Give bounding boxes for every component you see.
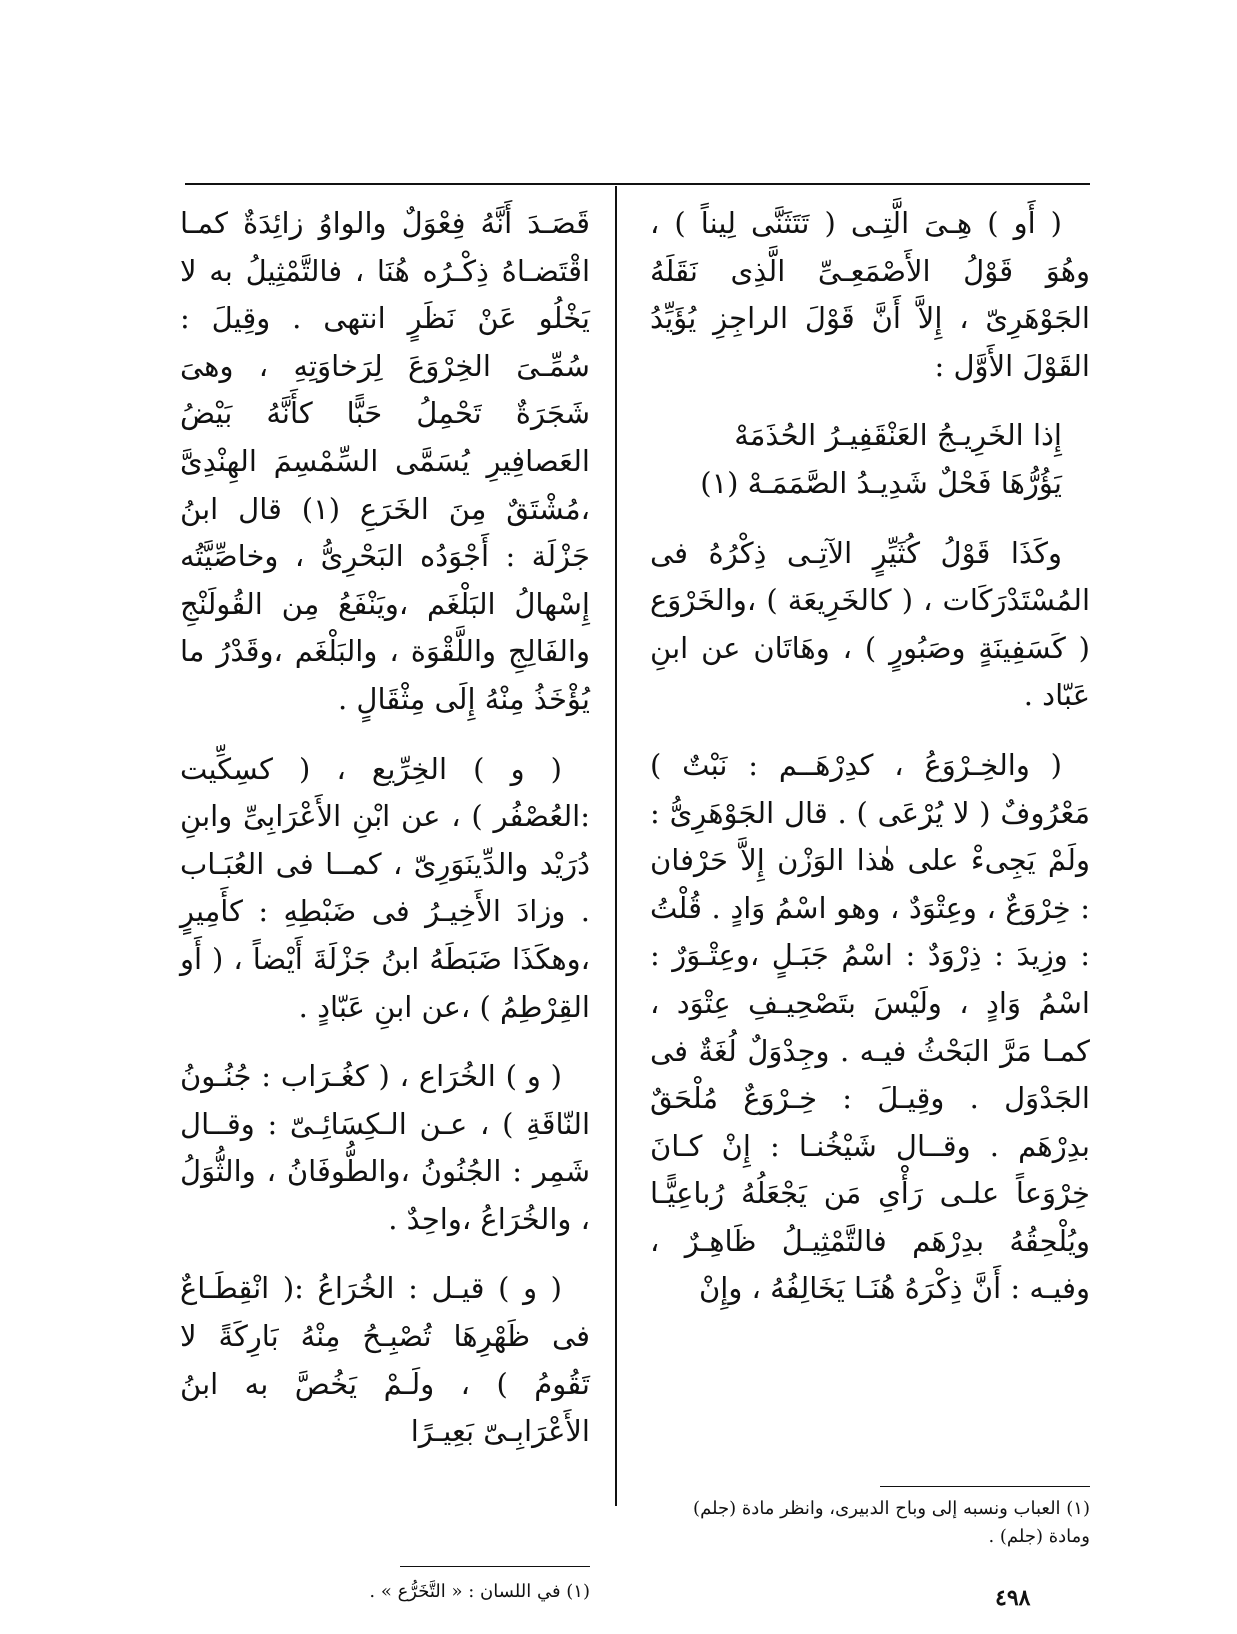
verse-line: إِذا الخَرِيـجُ العَنْقَفِيـرُ الحُذَمَهْ: [734, 418, 1062, 453]
left-column: [180, 200, 590, 1456]
top-rule: [185, 183, 1090, 185]
verse-line: يَؤُرُّهَا فَحْلٌ شَدِيـدُ الصَّمَمَـهْ (١): [700, 465, 1062, 500]
paragraph: ( و ) قيـل : الخُرَاعُ :( انْقِطَـاعٌ فى ظَهْرِهَا تُصْبِـحُ مِنْهُ بَارِكَةً لا تَقُومُ ) ، ولَـمْ يَخُصَّ به ابنُ الأَعْرَابِـىّ بَعِيـرًا: [180, 1271, 590, 1449]
paragraph: ( والخِـرْوَعُ ، كدِرْهَــم : نَبْتٌ ) مَعْرُوفٌ ( لا يُرْعَى ) . قال الجَوْهَرِىُّ : ولَمْ يَجِىءْ على هٰذا الوَزْن إِلاَّ حَرْفان : خِرْوَعٌ ، وعِتْوَدٌ ، وهو اسْمُ وَادٍ . قُلْتُ : وزِيدَ : ذِرْوَدٌ : اسْمُ جَبَـلٍ ،وعِتْـوَرٌ : اسْمُ وَادٍ ، ولَيْسَ بتَصْحِيـفِ عِتْوَد ، كمـا مَرَّ البَحْثُ فيـه . وجِدْوَلٌ لُغَةٌ فى الجَدْوَل . وقِيـلَ : خِـرْوَعٌ مُلْحَقٌ بدِرْهَم . وقــال شَيْخُنـا : إِنْ كـانَ خِرْوَعاً علـى رَأْىِ مَن يَجْعَلُهُ رُباعِيًّـا ويُلْحِقُهُ بدِرْهَم فالتَّمْثِيـلُ ظَاهِـرٌ ، وفيـه : أَنَّ ذِكْرَهُ هُنَـا يَخَالِفُهُ ، وإِنْ: [650, 747, 1090, 1306]
footnote-rule: [400, 1566, 590, 1567]
paragraph: وكَذَا قَوْلُ كُثَيِّرٍ الآتِـى ذِكْرُهُ فى المُسْتَدْرَكَات ، ( كالخَرِيعَة ) ،والخَرْوَع ( كَسَفِينَةٍ وصَبُورٍ ) ، وهَاتَان عن ابنِ عَبّاد .: [650, 535, 1090, 713]
paragraph: ( و ) الخُرَاع ، ( كغُـرَاب : جُنُـونُ النّاقَةِ ) ، عـن الـكِسَائِـىّ : وقــال شَمِر : الجُنُونُ ،والطُّوفَانُ ، والثُّوَلُ ، والخُرَاعُ ،واحِدٌ .: [180, 1059, 590, 1236]
column-divider: [615, 186, 617, 1506]
page-number: ٤٩٨: [995, 1585, 1031, 1611]
paragraph: ( و ) الخِرِّيع ، ( كسِكِّيت :العُصْفُر ) ، عن ابْنِ الأَعْرَابِىِّ وابنِ دُرَيْد والدِّينَوَرِىّ ، كمــا فى العُبَـاب . وزادَ الأَخِيـرُ فى ضَبْطِهِ : كأَمِيرٍ ،وهكَذَا ضَبَطَهُ ابنُ جَزْلَةَ أَيْضاً ، ( أَو القِرْطِمُ ) ،عن ابنِ عَبّادٍ .: [180, 751, 590, 1024]
footnote: (١) في اللسان : « التَّخَرُّع » .: [369, 1581, 590, 1602]
paragraph: ( أَو ) هِـىَ الَّتِـى ( تَتَثَنَّى لِيناً ) ، وهُوَ قَوْلُ الأَصْمَعِـىِّ الَّذِى نَقَلَهُ الجَوْهَرِىّ ، إِلاَّ أَنَّ قَوْلَ الراجِزِ يُؤَيِّدُ القَوْلَ الأَوَّل :: [650, 206, 1090, 383]
footnote: (١) العباب ونسبه إلى وباح الدبيرى، وانظر مادة (جلم) ومادة (جلم) .: [693, 1498, 1090, 1547]
right-column: [650, 200, 1090, 1313]
paragraph: قَصَـدَ أَنَّهُ فِعْوَلٌ والواوُ زائِدَةٌ كمـا اقْتَضـاهُ ذِكْـرُه هُنَا ، فالتَّمْثِيلُ به لا يَخْلُو عَنْ نَظَرٍ انتهى . وقِيلَ : سُمِّـىَ الخِرْوَعَ لِرَخاوَتِهِ ، وهىَ شَجَرَةٌ تَحْمِلُ حَبًّا كأَنَّهُ بَيْضُ العَصافِيرِ يُسَمَّى السِّمْسِمَ الهِنْدِىَّ ،مُشْتَقٌ مِنَ الخَرَعِ (١) قال ابنُ جَزْلَة : أَجْوَدُه البَحْرِىُّ ، وخاصِّيَّتُه إِسْهالُ البَلْغَم ،ويَنْفَعُ مِن القُولَنْجِ والفَالِجِ واللَّقْوَة ، والبَلْغَم ،وقَدْرُ ما يُؤْخَذُ مِنْهُ إِلَى مِثْقَالٍ .: [180, 206, 590, 716]
footnote-rule: [880, 1486, 1090, 1487]
